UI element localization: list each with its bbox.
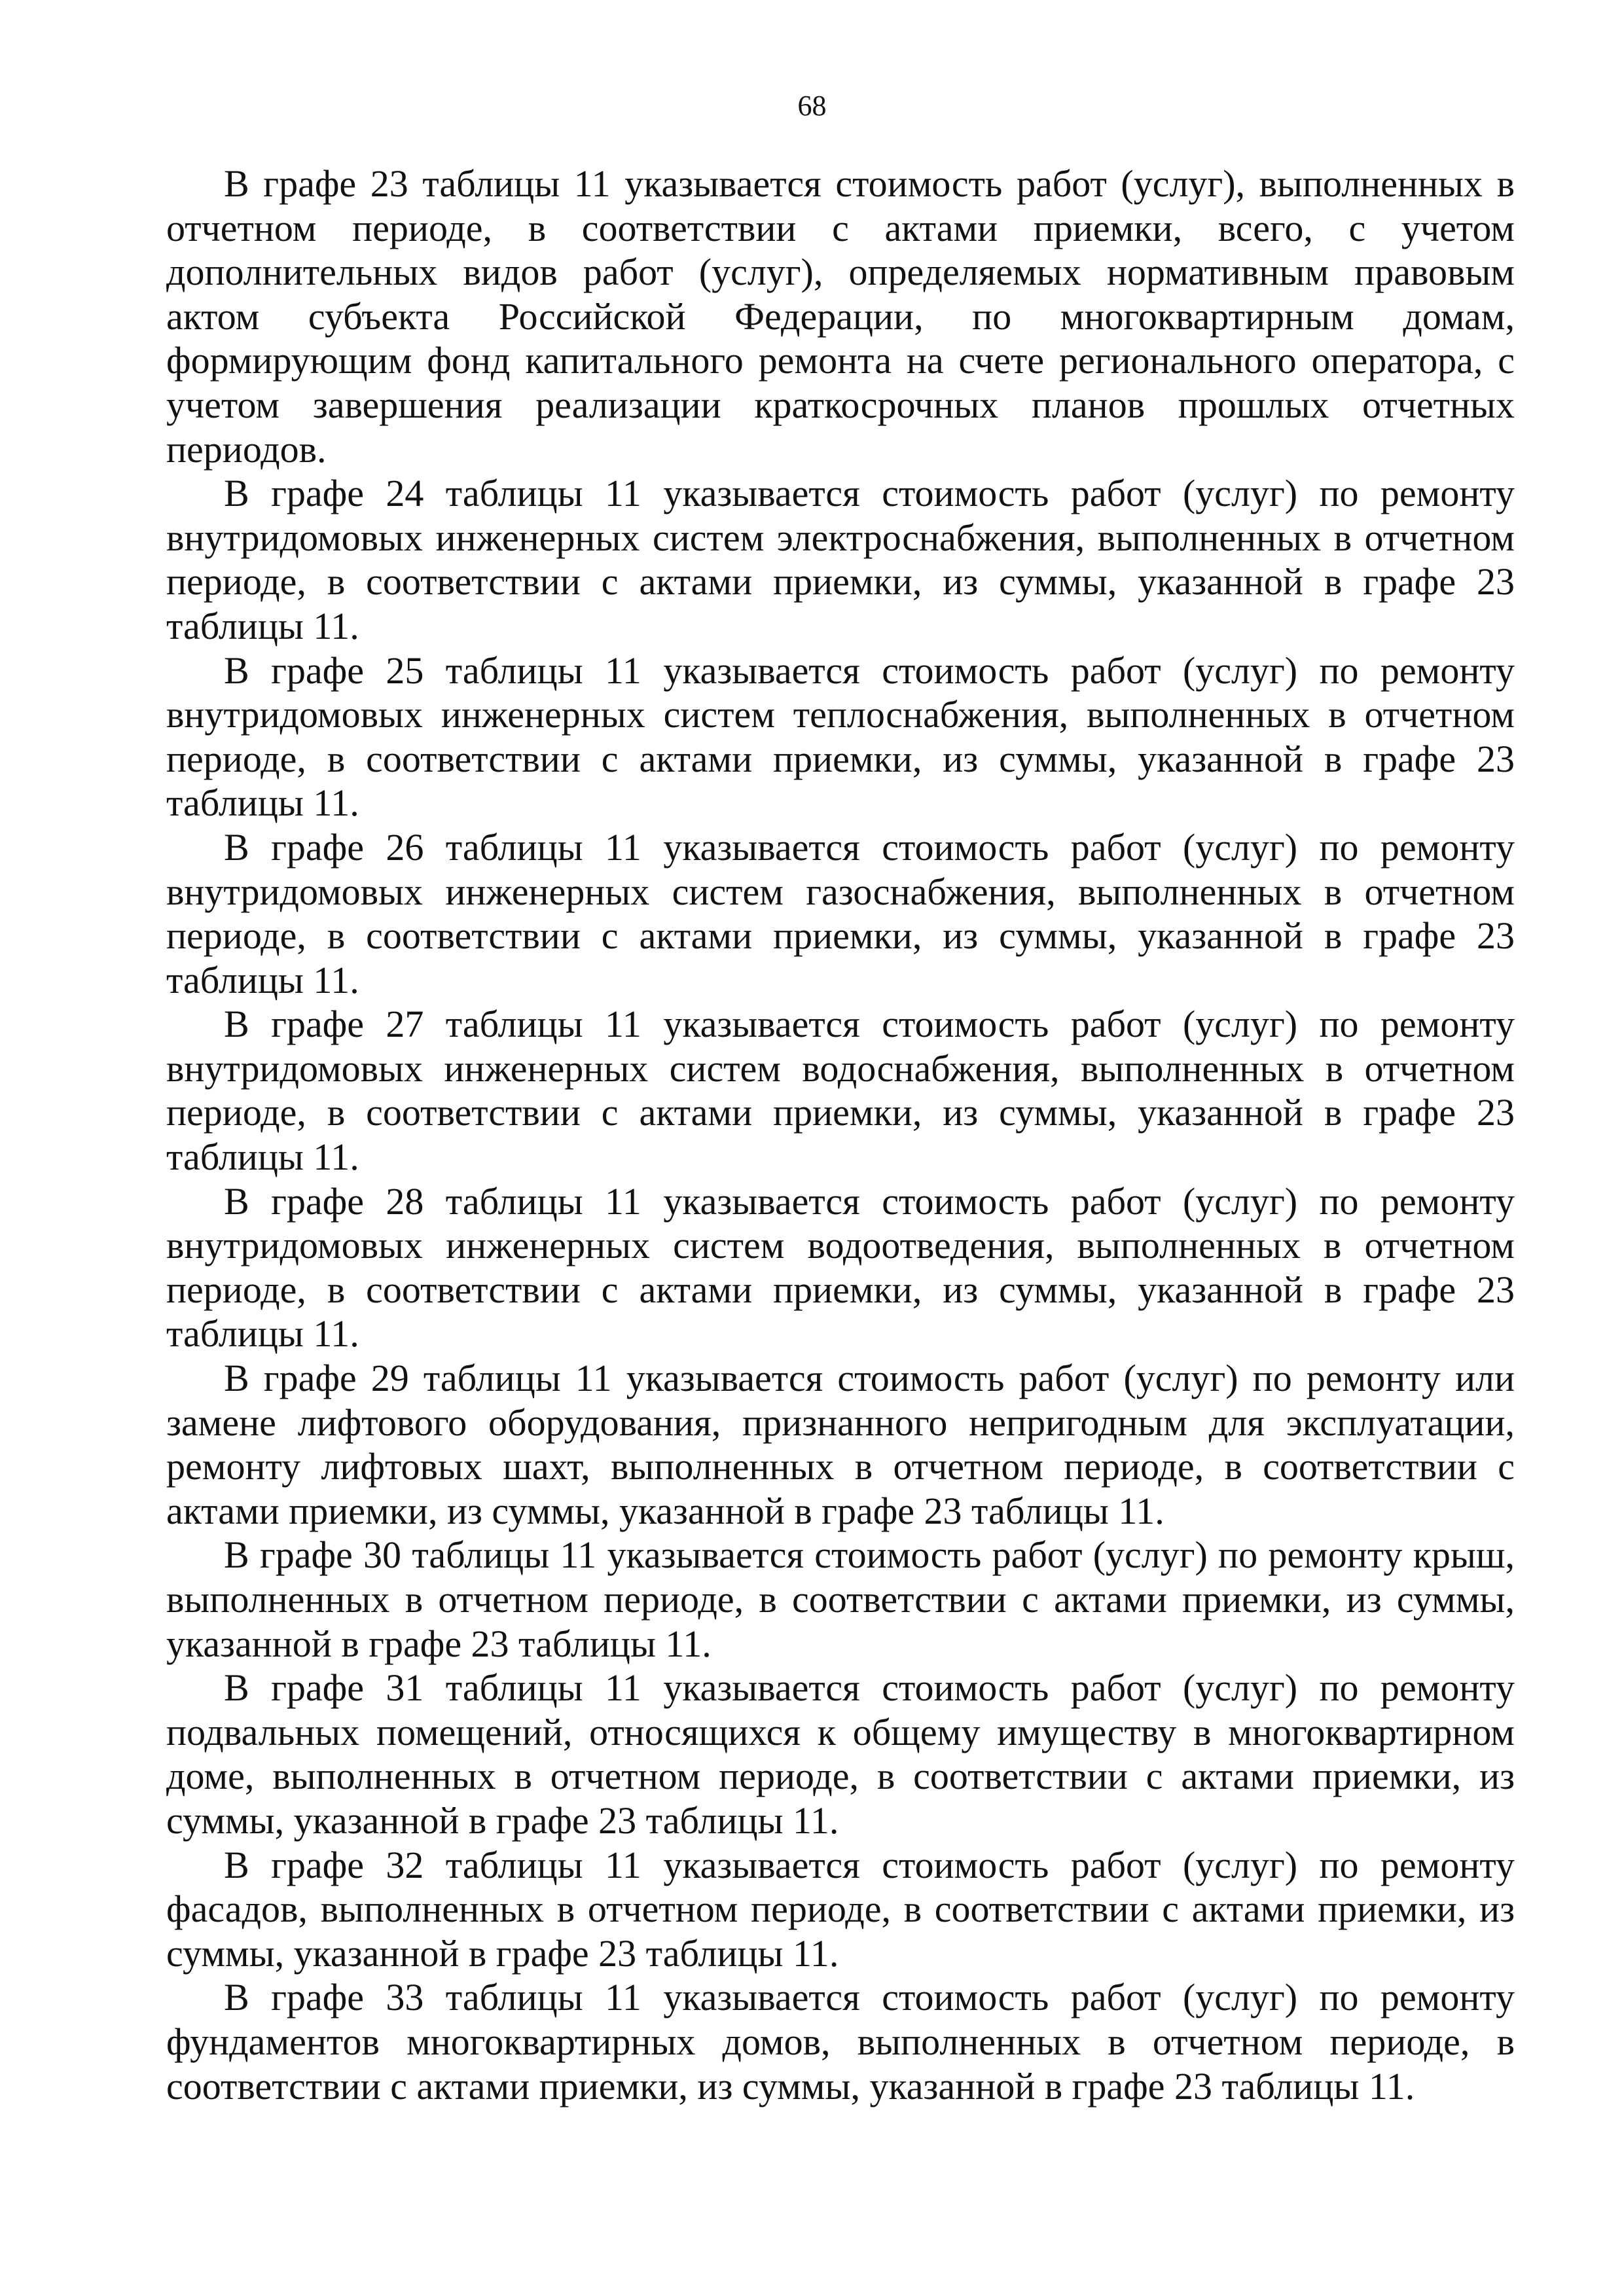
paragraph-column-32: В графе 32 таблицы 11 указывается стоимость работ (услуг) по ремонту фасадов, выполненных в отчетном периоде, в соответствии с актами приемки, из суммы, указанной в графе 23 таблицы 11. <box>166 1843 1515 1975</box>
document-body <box>166 162 1515 2108</box>
paragraph-column-23: В графе 23 таблицы 11 указывается стоимость работ (услуг), выполненных в отчетном периоде, в соответствии с актами приемки, всего, с учетом дополнительных видов работ (услуг), определяемых нормативным правовым актом субъекта Российской Федерации, по многоквартирным домам, формирующим фонд капитального ремонта на счете регионального оператора, с учетом завершения реализации краткосрочных планов прошлых отчетных периодов. <box>166 162 1515 471</box>
page-number: 68 <box>797 90 827 122</box>
paragraph-column-29: В графе 29 таблицы 11 указывается стоимость работ (услуг) по ремонту или замене лифтового оборудования, признанного непригодным для эксплуатации, ремонту лифтовых шахт, выполненных в отчетном периоде, в соответствии с актами приемки, из суммы, указанной в графе 23 таблицы 11. <box>166 1357 1515 1532</box>
paragraph-column-33: В графе 33 таблицы 11 указывается стоимость работ (услуг) по ремонту фундаментов многоквартирных домов, выполненных в отчетном периоде, в соответствии с актами приемки, из суммы, указанной в графе 23 таблицы 11. <box>166 1976 1515 2108</box>
paragraph-column-26: В графе 26 таблицы 11 указывается стоимость работ (услуг) по ремонту внутридомовых инженерных систем газоснабжения, выполненных в отчетном периоде, в соответствии с актами приемки, из суммы, указанной в графе 23 таблицы 11. <box>166 825 1515 1001</box>
paragraph-column-24: В графе 24 таблицы 11 указывается стоимость работ (услуг) по ремонту внутридомовых инженерных систем электроснабжения, выполненных в отчетном периоде, в соответствии с актами приемки, из суммы, указанной в графе 23 таблицы 11. <box>166 472 1515 647</box>
paragraph-column-30: В графе 30 таблицы 11 указывается стоимость работ (услуг) по ремонту крыш, выполненных в отчетном периоде, в соответствии с актами приемки, из суммы, указанной в графе 23 таблицы 11. <box>166 1534 1515 1665</box>
paragraph-column-27: В графе 27 таблицы 11 указывается стоимость работ (услуг) по ремонту внутридомовых инженерных систем водоснабжения, выполненных в отчетном периоде, в соответствии с актами приемки, из суммы, указанной в графе 23 таблицы 11. <box>166 1003 1515 1179</box>
paragraph-column-31: В графе 31 таблицы 11 указывается стоимость работ (услуг) по ремонту подвальных помещений, относящихся к общему имуществу в многоквартирном доме, выполненных в отчетном периоде, в соответствии с актами приемки, из суммы, указанной в графе 23 таблицы 11. <box>166 1666 1515 1842</box>
paragraph-column-28: В графе 28 таблицы 11 указывается стоимость работ (услуг) по ремонту внутридомовых инженерных систем водоотведения, выполненных в отчетном периоде, в соответствии с актами приемки, из суммы, указанной в графе 23 таблицы 11. <box>166 1179 1515 1355</box>
paragraph-column-25: В графе 25 таблицы 11 указывается стоимость работ (услуг) по ремонту внутридомовых инженерных систем теплоснабжения, выполненных в отчетном периоде, в соответствии с актами приемки, из суммы, указанной в графе 23 таблицы 11. <box>166 649 1515 825</box>
